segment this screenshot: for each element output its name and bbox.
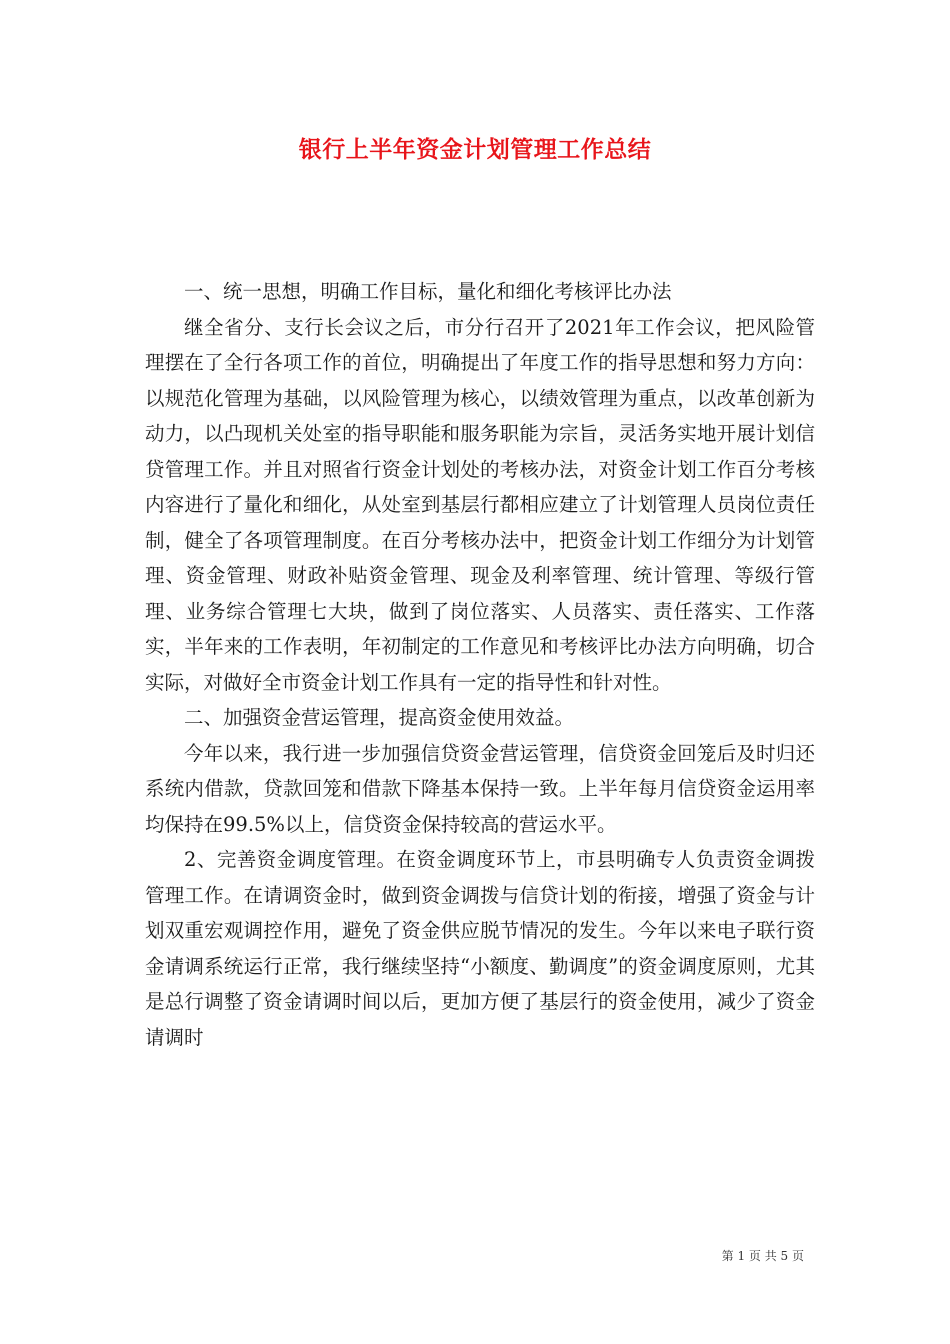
page-number: 第 1 页 共 5 页 [721, 1249, 804, 1263]
section-heading-1: 一、统一思想，明确工作目标，量化和细化考核评比办法 [184, 280, 672, 303]
body-paragraph-1: 继全省分、支行长会议之后，市分行召开了2021年工作会议，把风险管理摆在了全行各项工作的首位，明确提出了年度工作的指导思想和努力方向：以规范化管理为基础，以风险管理为核心，以绩效管理为重点，以改革创新为动力，以凸现机关处室的指导职能和服务职能为宗旨，灵活务实地开展计划信贷管理工作。并且对照省行资金计划处的考核办法，对资金计划工作百分考核内容进行了量化和细化，从处室到基层行都相应建立了计划管理人员岗位责任制，健全了各项管理制度。在百分考核办法中，把资金计划工作细分为计划管理、资金管理、财政补贴资金管理、现金及利率管理、统计管理、等级行管理、业务综合管理七大块，做到了岗位落实、人员落实、责任落实、工作落实，半年来的工作表明，年初制定的工作意见和考核评比办法方向明确，切合实际，对做好全市资金计划工作具有一定的指导性和针对性。 [145, 315, 815, 694]
document-body [145, 274, 815, 1055]
document-title: 银行上半年资金计划管理工作总结 [298, 136, 652, 163]
section-heading-2: 二、加强资金营运管理，提高资金使用效益。 [184, 706, 575, 729]
body-paragraph-3: 2、完善资金调度管理。在资金调度环节上，市县明确专人负责资金调拨管理工作。在请调资金时，做到资金调拨与信贷计划的衔接，增强了资金与计划双重宏观调控作用，避免了资金供应脱节情况的发生。今年以来电子联行资金请调系统运行正常，我行继续坚持“小额度、勤调度”的资金调度原则，尤其是总行调整了资金请调时间以后，更加方便了基层行的资金使用，减少了资金请调时 [145, 848, 815, 1049]
body-paragraph-2: 今年以来，我行进一步加强信贷资金营运管理，信贷资金回笼后及时归还系统内借款，贷款回笼和借款下降基本保持一致。上半年每月信贷资金运用率均保持在99.5%以上，信贷资金保持较高的营运水平。 [145, 741, 815, 836]
